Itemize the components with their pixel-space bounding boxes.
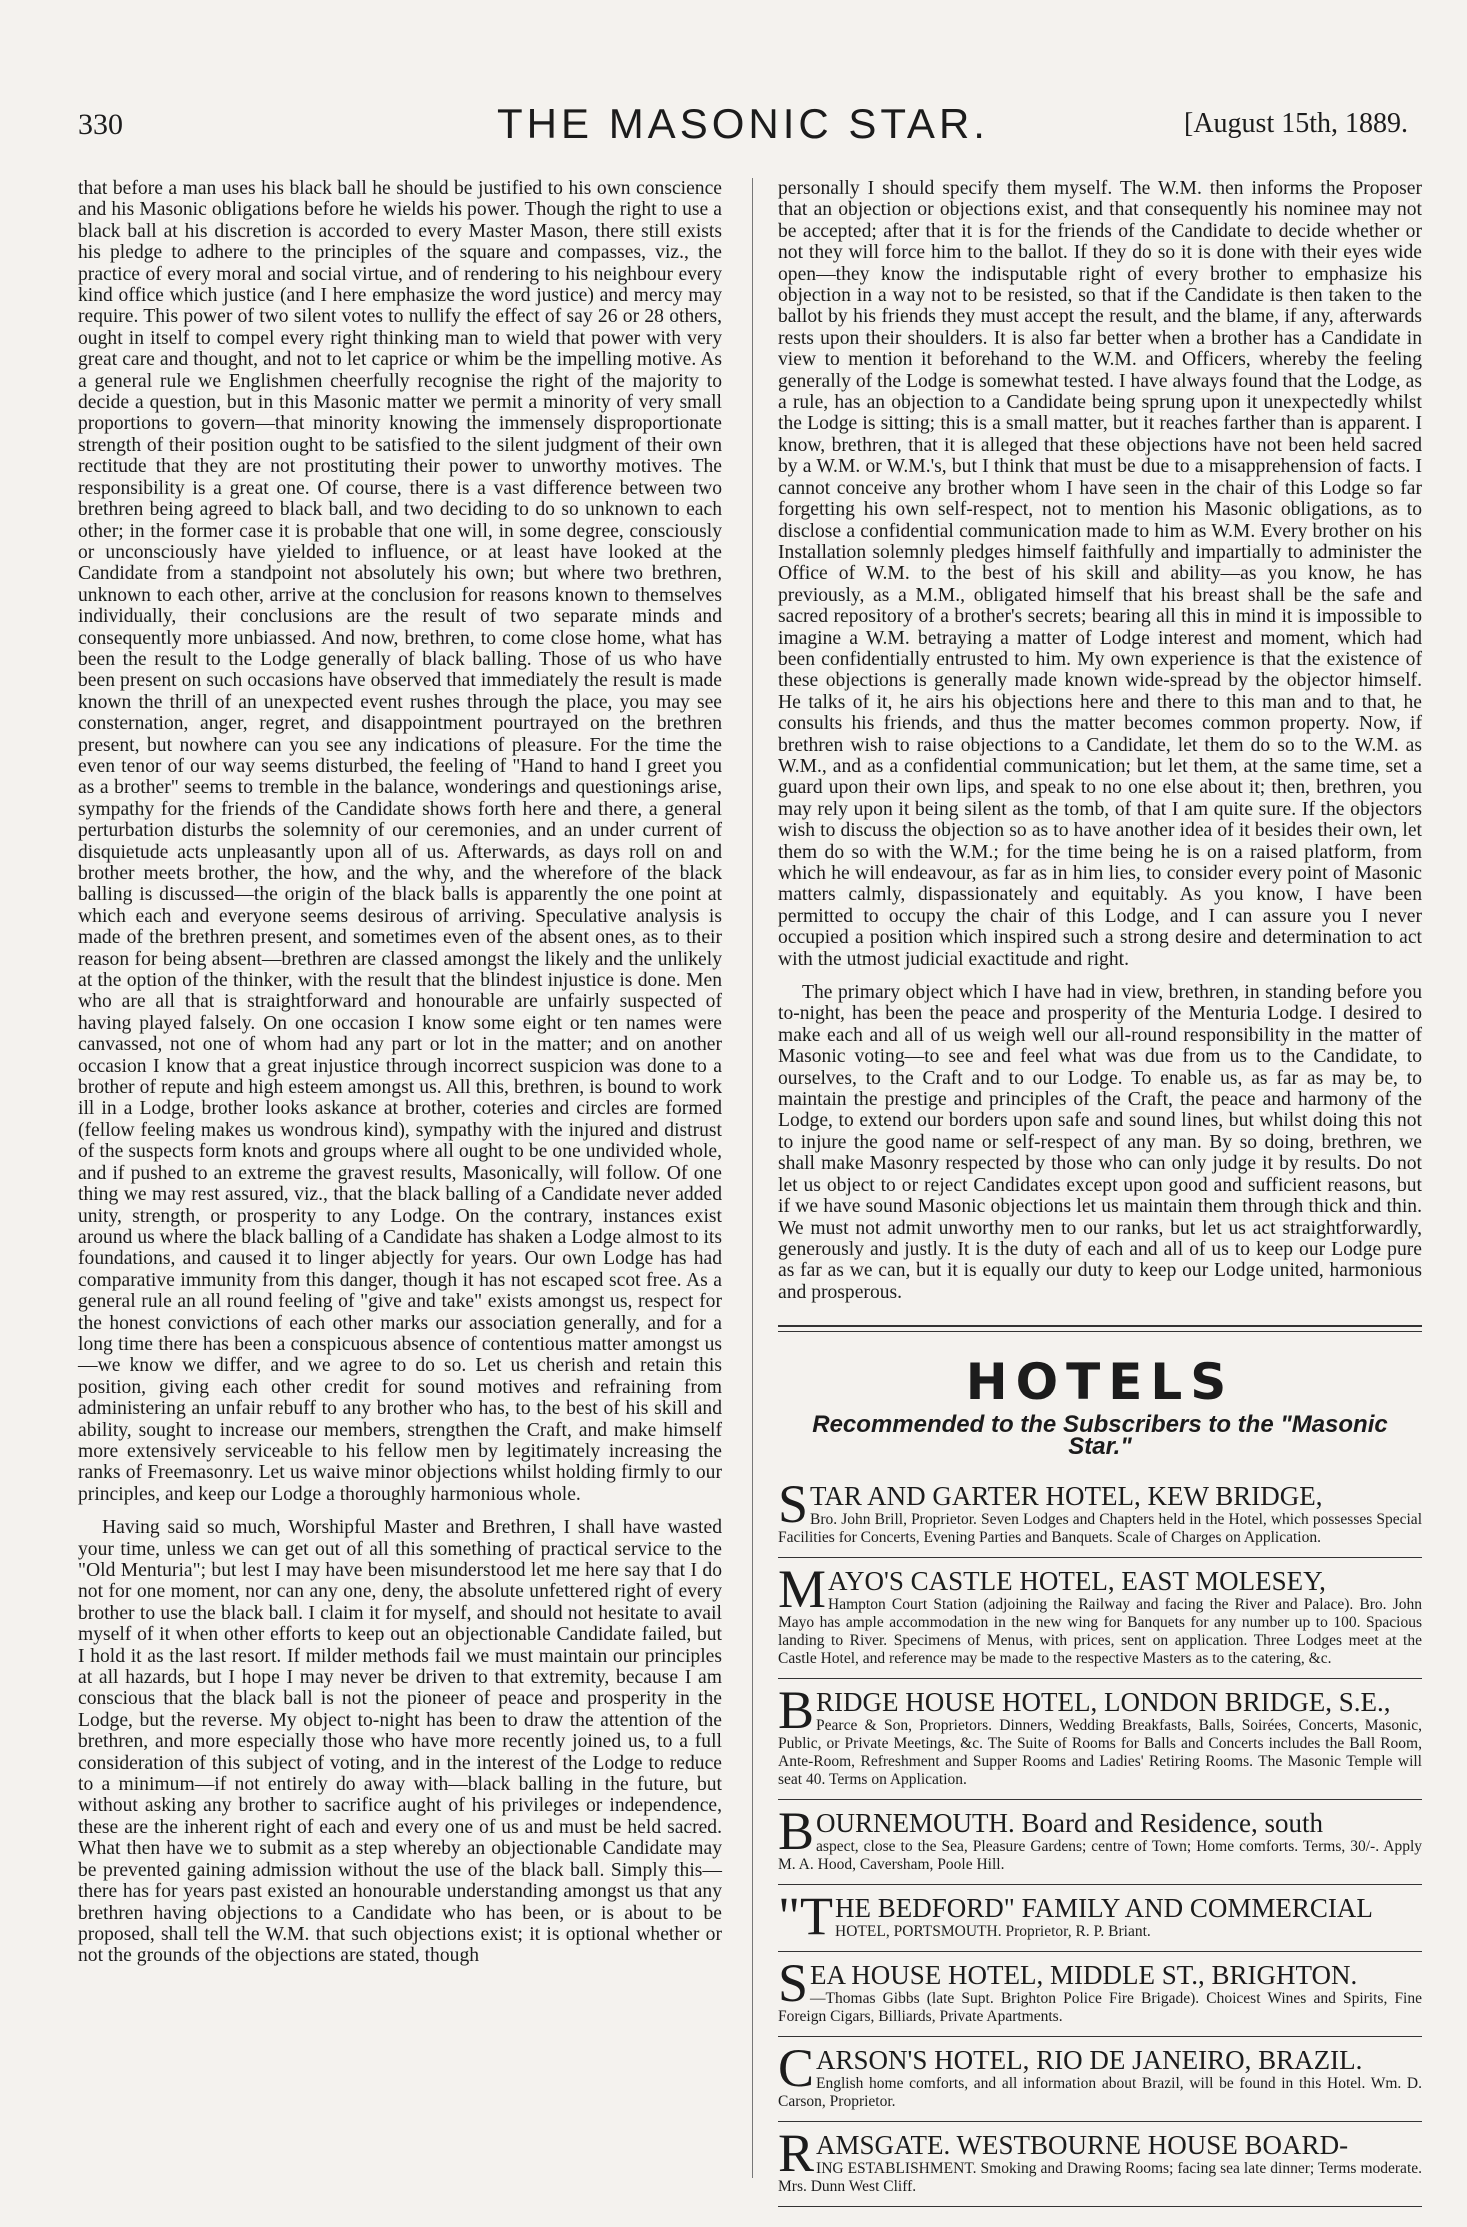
right-column	[778, 178, 1422, 2207]
ad-initial: B	[778, 1679, 815, 1740]
ad-body: HOTEL, PORTSMOUTH. Proprietor, R. P. Briant.	[835, 1922, 1151, 1940]
ad-initial: "T	[778, 1885, 834, 1946]
section-rule	[778, 1325, 1422, 1327]
ad-heading	[778, 1558, 1422, 1619]
issue-date: [August 15th, 1889.	[1184, 108, 1408, 139]
hotel-ad	[778, 1679, 1422, 1800]
hotel-ad	[778, 1473, 1422, 1558]
hotel-ad	[778, 1558, 1422, 1679]
right-paragraph-2: The primary object which I have had in view, brethren, in standing before you to-night, has been the peace and prosperity of the Menturia Lodge. I desired to make each and all of us weigh well our all-round responsibility in the matter of Masonic voting—to see and feel what was due from us to the Candidate, to ourselves, to the Craft and to our Lodge. To enable us, as far as may be, to maintain the prestige and principles of the Craft, the peace and harmony of the Lodge, to extend our borders upon safe and sound lines, but whilst doing this not to injure the good name or self-respect of any man. By so doing, brethren, we shall make Masonry respected by those who can only judge it by results. Do not let us object to or reject Candidates except upon good and sufficient reasons, but if we have sound Masonic objections let us maintain them through thick and thin. We must not admit unworthy men to our ranks, but let us act straightforwardly, generously and justly. It is the duty of each and all of us to keep our Lodge pure as far as we can, but it is equally our duty to keep our Lodge united, harmonious and prosperous.	[778, 982, 1422, 1303]
ad-initial: C	[778, 2037, 815, 2098]
ad-heading-text: EA HOUSE HOTEL, MIDDLE ST., BRIGHTON.	[810, 1959, 1358, 1990]
section-rule-thin	[778, 1331, 1422, 1332]
ad-body: ING ESTABLISHMENT. Smoking and Drawing Rooms; facing sea late dinner; Terms moderate. Mrs. Dunn West Cliff.	[778, 2159, 1422, 2195]
ad-heading-text: HE BEDFORD" FAMILY AND COMMERCIAL	[835, 1892, 1373, 1923]
ad-body: aspect, close to the Sea, Pleasure Gardens; centre of Town; Home comforts. Terms, 30/-. Apply M. A. Hood, Caversham, Poole Hill.	[778, 1837, 1422, 1873]
ad-heading	[778, 1679, 1422, 1740]
ad-heading-text: AMSGATE. WESTBOURNE HOUSE BOARD-	[816, 2129, 1349, 2160]
left-paragraph-2: Having said so much, Worshipful Master and Brethren, I shall have wasted your time, unless we can get out of all this something of practical service to the "Old Menturia"; but lest I may have been misunderstood let me here say that I do not for one moment, nor can any one, deny, the absolute unfettered right of every brother to use the black ball. I claim it for myself, and should not hesitate to avail myself of it when other efforts to keep out an objectionable Candidate failed, but I hold it as the last resort. If milder methods fail we must maintain our principles at all hazards, but I hope I may never be driven to that extremity, because I am conscious that the black ball is not the pioneer of peace and prosperity in the Lodge, but the reverse. My object to-night has been to draw the attention of the brethren, and more especially those who have more recently joined us, to a full consideration of this subject of voting, and in the interest of the Lodge to reduce to a minimum—if not entirely do away with—black balling in the future, but without asking any brother to sacrifice aught of his privileges or independence, these are the inherent right of each and every one of us and must be held sacred. What then have we to submit as a step whereby an objectionable Candidate may be prevented gaining admission without the use of the black ball. Simply this—there has for years past existed an honourable understanding amongst us that any brethren having objections to a Candidate who has been, or is about to be proposed, shall tell the W.M. that such objections exist; it is optional whether or not the grounds of the objections are stated, though	[78, 1517, 722, 1967]
ad-body: —Thomas Gibbs (late Supt. Brighton Police Fire Brigade). Choicest Wines and Spirits, Fine Foreign Cigars, Billiards, Private Apartments.	[778, 1989, 1422, 2025]
left-column	[78, 178, 722, 1967]
masthead-title: THE MASONIC STAR.	[497, 100, 989, 147]
ad-body: English home comforts, and all information about Brazil, will be found in this Hotel. Wm. D. Carson, Proprietor.	[778, 2074, 1422, 2110]
ad-body: Pearce & Son, Proprietors. Dinners, Wedding Breakfasts, Balls, Soirées, Concerts, Masonic, Public, or Private Meetings, &c. The Suite of Rooms for Balls and Concerts includes the Ball Room, Ante-Room, Refreshment and Supper Rooms and Ladies' Retiring Rooms. The Masonic Temple will seat 40. Terms on Application.	[778, 1716, 1422, 1788]
ad-initial: B	[778, 1800, 815, 1861]
hotels-heading: HOTELS	[965, 1353, 1235, 1412]
ad-heading-text: OURNEMOUTH. Board and Residence, south	[816, 1807, 1323, 1838]
hotel-ad	[778, 2122, 1422, 2207]
ad-initial: M	[778, 1558, 827, 1619]
page-header	[78, 100, 1408, 156]
ad-body: Bro. John Brill, Proprietor. Seven Lodges and Chapters held in the Hotel, which possesses Special Facilities for Concerts, Evening Parties and Banquets. Scale of Charges on Application.	[778, 1510, 1422, 1546]
hotels-subheading: Recommended to the Subscribers to the "Masonic Star."	[812, 1411, 1388, 1460]
ad-initial: S	[778, 1473, 809, 1534]
ad-heading-text: ARSON'S HOTEL, RIO DE JANEIRO, BRAZIL.	[816, 2044, 1363, 2075]
ad-heading-text: AYO'S CASTLE HOTEL, EAST MOLESEY,	[828, 1565, 1326, 1596]
hotel-ad	[778, 1952, 1422, 2037]
ad-heading-text: TAR AND GARTER HOTEL, KEW BRIDGE,	[810, 1480, 1323, 1511]
page-number: 330	[78, 108, 123, 141]
ad-heading-text: RIDGE HOUSE HOTEL, LONDON BRIDGE, S.E.,	[816, 1686, 1391, 1717]
ad-body: Hampton Court Station (adjoining the Railway and facing the River and Palace). Bro. John Mayo has ample accommodation in the new wing for Banquets for any number up to 100. Spacious landing to River. Specimens of Menus, with prices, sent on application. Three Lodges meet at the Castle Hotel, and reference may be made to the respective Masters as to the catering, &c.	[778, 1595, 1422, 1667]
right-paragraph-1: personally I should specify them myself. The W.M. then informs the Proposer that an objection or objections exist, and that consequently his nominee may not be accepted; after that it is for the friends of the Candidate to decide whether or not they will force him to the ballot. If they do so it is done with their eyes wide open—they know the indisputable right of every brother to emphasize his objection in a way not to be resisted, so that if the Candidate is then taken to the ballot by his friends they must accept the result, and the blame, if any, afterwards rests upon their shoulders. It is also far better when a brother has a Candidate in view to mention it beforehand to the W.M. and Officers, whereby the feeling generally of the Lodge is somewhat tested. I have always found that the Lodge, as a rule, has an objection to a Candidate being sprung upon it unexpectedly whilst the Lodge is sitting; this is a small matter, but it reaches farther than is apparent. I know, brethren, that it is alleged that these objections have not been held sacred by a W.M. or W.M.'s, but I think that must be due to a misapprehension of facts. I cannot conceive any brother whom I have seen in the chair of this Lodge so far forgetting his own self-respect, not to mention his Masonic obligations, as to disclose a confidential communication made to him as W.M. Every brother on his Installation solemnly pledges himself faithfully and impartially to administer the Office of W.M. to the best of his skill and ability—as you know, he has previously, as a M.M., obligated himself that his breast shall be the safe and sacred repository of a brother's secrets; bearing all this in mind it is impossible to imagine a W.M. betraying a matter of Lodge interest and moment, which had been confidentially entrusted to him. My own experience is that the existence of these objections is generally made known wide-spread by the objector himself. He talks of it, he airs his objections here and there to this man and to that, he consults his friends, and thus the matter becomes common property. Now, if brethren wish to raise objections to a Candidate, let them do so to the W.M. as W.M., and as a confidential communication; but let them, at the same time, set a guard upon their own lips, and speak to no one else about it; then, brethren, you may rely upon it being silent as the tomb, of that I am quite sure. If the objectors wish to discuss the objection so as to have another idea of it besides their own, let them do so with the W.M.; for the time being he is on a raised platform, from which he will endeavour, as far as in him lies, to consider every point of Masonic matters calmly, dispassionately and equitably. As you know, I have been permitted to occupy the chair of this Lodge, and I can assure you I never occupied a position which inspired such a strong desire and determination to act with the utmost judicial exactitude and right.	[778, 178, 1422, 970]
hotel-ad	[778, 1885, 1422, 1952]
hotel-ad	[778, 1800, 1422, 1885]
hotel-ad	[778, 2037, 1422, 2122]
left-paragraph-1: that before a man uses his black ball he should be justified to his own conscience and his Masonic obligations before he wields his power. Though the right to use a black ball at his discretion is accorded to every Master Mason, there still exists his pledge to adhere to the principles of the square and compasses, viz., the practice of every moral and social virtue, and of rendering to his neighbour every kind office which justice (and I here emphasize the word justice) and mercy may require. This power of two silent votes to nullify the effect of say 26 or 28 others, ought in itself to compel every right thinking man to wield that power with very great care and thought, and not to let caprice or whim be the impelling motive. As a general rule we Englishmen cheerfully recognise the right of the majority to decide a question, but in this Masonic matter we permit a minority of very small proportions to govern—that minority knowing the immensely disproportionate strength of their position ought to be satisfied to the silent judgment of their own rectitude that they are not prostituting their power to unworthy motives. The responsibility is a great one. Of course, there is a vast difference between two brethren being agreed to black ball, and two deciding to do so unknown to each other; in the former case it is probable that one will, in some degree, consciously or unconsciously have yielded to influence, or at least have looked at the Candidate from a standpoint not absolutely his own; but where two brethren, unknown to each other, arrive at the conclusion for reasons known to themselves individually, their conclusions are the result of two separate minds and consequently more unbiassed. And now, brethren, to come close home, what has been the result to the Lodge generally of black balling. Those of us who have been present on such occasions have observed that immediately the result is made known the thrill of an unexpected event rushes through the place, you may see consternation, anger, regret, and disappointment pourtrayed on the brethren present, but nowhere can you see any indications of pleasure. For the time the even tenor of our way seems disturbed, the feeling of "Hand to hand I greet you as a brother" seems to tremble in the balance, wonderings and questionings arise, sympathy for the friends of the Candidate shows forth here and there, a general perturbation disturbs the solemnity of our ceremonies, and an under current of disquietude acts unpleasantly upon all of us. Afterwards, as days roll on and brother meets brother, the how, and the why, and the wherefore of the black balling is discussed—the origin of the black balls is apparently the one point at which each and everyone seems desirous of arriving. Speculative analysis is made of the brethren present, and sometimes even of the absent ones, as to their reason for being absent—brethren are classed amongst the likely and the unlikely at the option of the thinker, with the result that the blindest injustice is done. Men who are all that is straightforward and honourable are unfairly suspected of having played falsely. On one occasion I know some eight or ten names were canvassed, not one of whom had any part or lot in the matter; and on another occasion I know that a great injustice through incorrect suspicion was done to a brother of repute and high esteem amongst us. All this, brethren, is bound to work ill in a Lodge, brother looks askance at brother, coteries and circles are formed (fellow feeling makes us wondrous kind), sympathy with the injured and distrust of the suspects form knots and groups where all ought to be one undivided whole, and if pushed to an extreme the gravest results, Masonically, will follow. Of one thing we may rest assured, viz., that the black balling of a Candidate never added unity, strength, or prosperity to any Lodge. On the contrary, instances exist around us where the black balling of a Candidate has shaken a Lodge almost to its foundations, and caused it to linger abjectly for years. Our own Lodge has had comparative immunity from this danger, though it has not escaped scot free. As a general rule an all round feeling of "give and take" exists amongst us, respect for the honest convictions of each other marks our association generally, and for a long time there has been a conspicuous absence of contentious matter amongst us—we know we differ, and we agree to do so. Let us cherish and retain this position, giving each other credit for sound motives and refraining from administering an unfair rebuff to any brother who has, to the best of his skill and ability, sought to increase our members, strengthen the Craft, and make himself more extensively serviceable to his fellow men by legitimately increasing the ranks of Freemasonry. Let us waive minor objections whilst holding firmly to our principles, and keep our Lodge a thoroughly harmonious whole.	[78, 178, 722, 1505]
ad-initial: S	[778, 1952, 809, 2013]
ad-initial: R	[778, 2122, 815, 2183]
column-divider	[752, 178, 753, 2178]
